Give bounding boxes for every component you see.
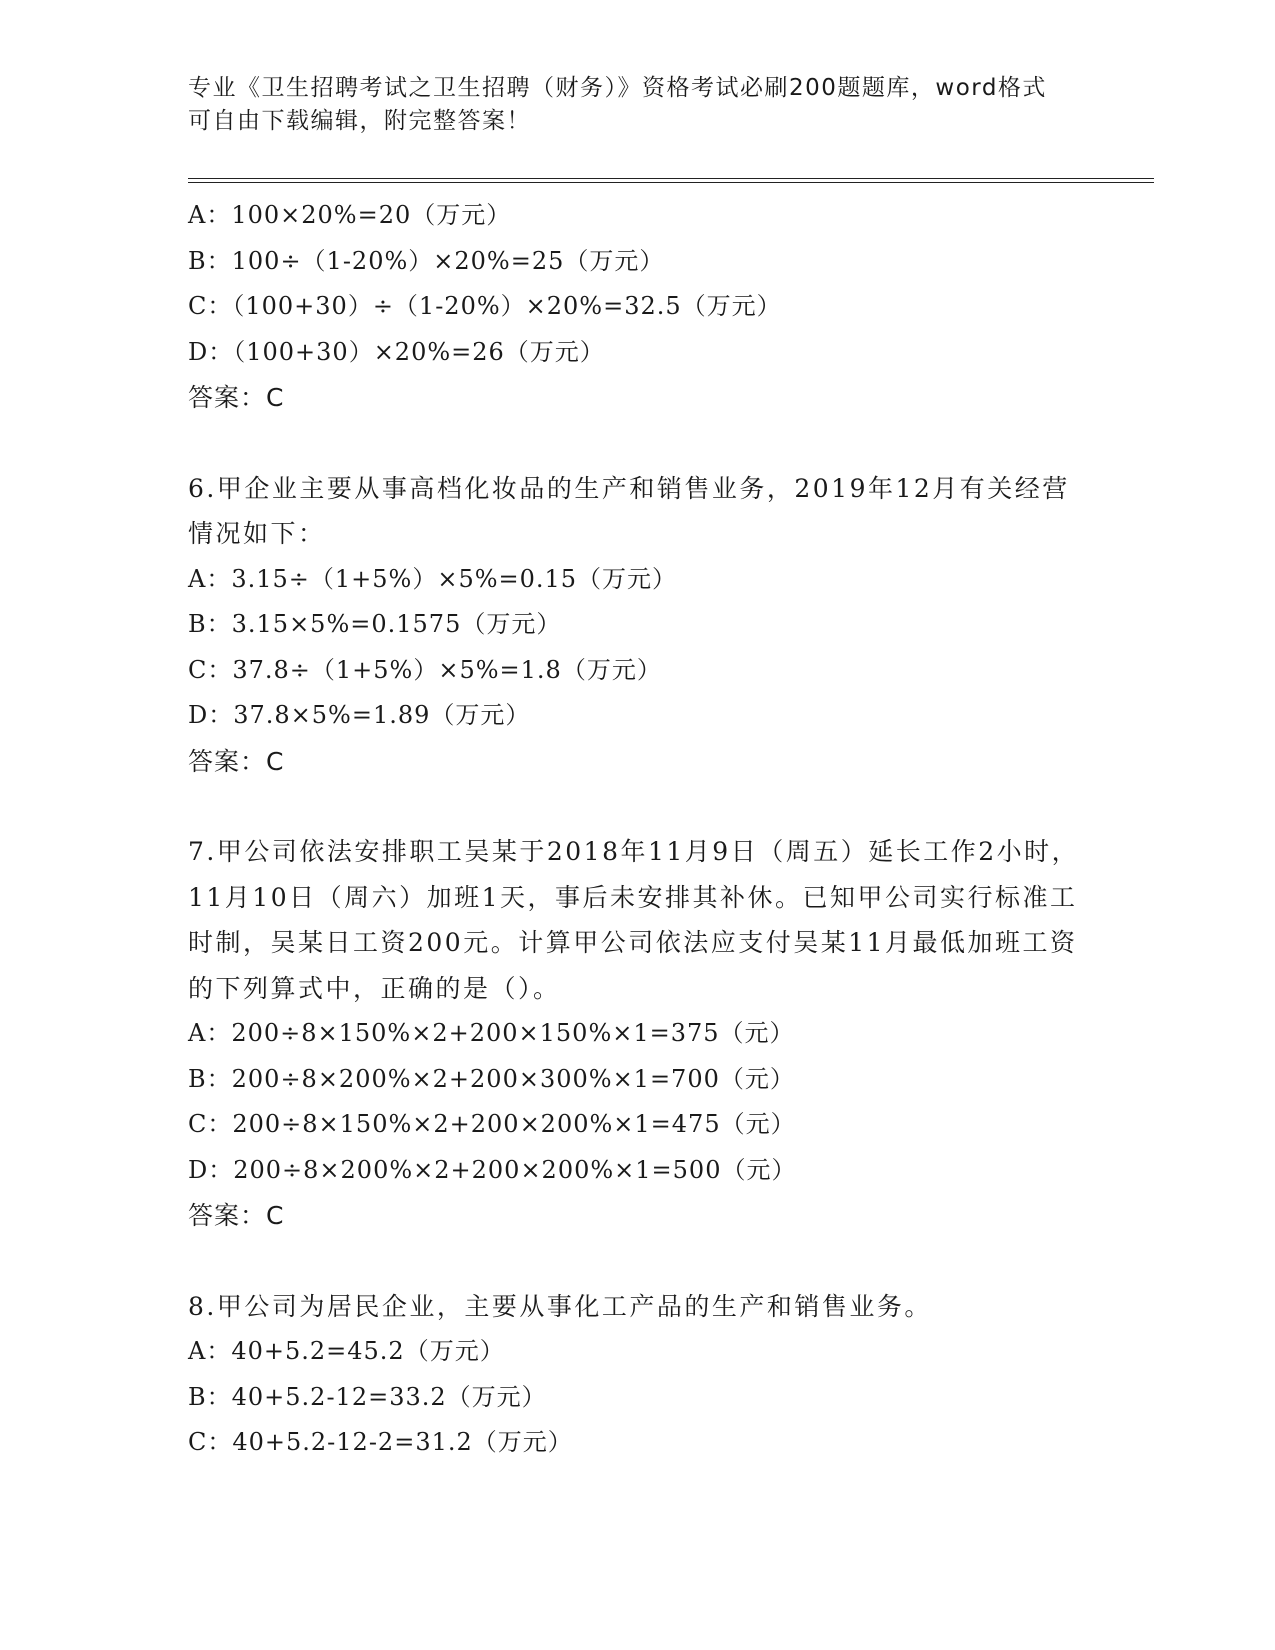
option-c: C：（100+30）÷（1-20%）×20%=32.5（万元） — [188, 292, 782, 320]
question-block — [188, 466, 1088, 785]
question-block — [188, 1284, 1088, 1466]
option-b: B：200÷8×200%×2+200×300%×1=700（元） — [188, 1064, 795, 1093]
option-a: A：200÷8×150%×2+200×150%×1=375（元） — [188, 1019, 795, 1047]
option-c: C：200÷8×150%×2+200×200%×1=475（元） — [188, 1110, 796, 1138]
option-a: A：100×20%=20（万元） — [188, 201, 512, 229]
option-c: C：37.8÷（1+5%）×5%=1.8（万元） — [188, 655, 662, 684]
answer-line: 答案：C — [188, 746, 285, 776]
question-stem: 7.甲公司依法安排职工吴某于2018年11月9日（周五）延长工作2小时，11月10日（周六）加班1天，事后未安排其补休。已知甲公司实行标准工时制，吴某日工资200元。计算甲公司依法应支付吴某11月最低加班工资的下列算式中，正确的是（）。 — [188, 837, 1080, 1003]
question-list — [188, 193, 1088, 1466]
question-stem: 8.甲公司为居民企业，主要从事化工产品的生产和销售业务。 — [188, 1291, 932, 1321]
option-a: A：3.15÷（1+5%）×5%=0.15（万元） — [188, 564, 678, 593]
header-divider-bottom — [188, 182, 1154, 183]
answer-line: 答案：C — [188, 383, 285, 412]
option-d: D：200÷8×200%×2+200×200%×1=500（元） — [188, 1155, 797, 1184]
option-b: B：100÷（1-20%）×20%=25（万元） — [188, 246, 665, 275]
answer-line: 答案：C — [188, 1201, 285, 1230]
header-divider-top — [188, 178, 1154, 179]
option-b: B：40+5.2-12=33.2（万元） — [188, 1382, 547, 1411]
question-block — [188, 193, 1088, 421]
option-c: C：40+5.2-12-2=31.2（万元） — [188, 1428, 573, 1456]
question-stem: 6.甲企业主要从事高档化妆品的生产和销售业务，2019年12月有关经营情况如下： — [188, 473, 1070, 548]
question-block — [188, 829, 1088, 1239]
option-b: B：3.15×5%=0.1575（万元） — [188, 610, 562, 638]
document-intro: 专业《卫生招聘考试之卫生招聘（财务）》资格考试必刷200题题库，word格式可自由下载编辑，附完整答案！ — [188, 75, 1047, 134]
option-d: D：（100+30）×20%=26（万元） — [188, 337, 605, 366]
option-a: A：40+5.2=45.2（万元） — [188, 1337, 505, 1365]
option-d: D：37.8×5%=1.89（万元） — [188, 701, 531, 729]
